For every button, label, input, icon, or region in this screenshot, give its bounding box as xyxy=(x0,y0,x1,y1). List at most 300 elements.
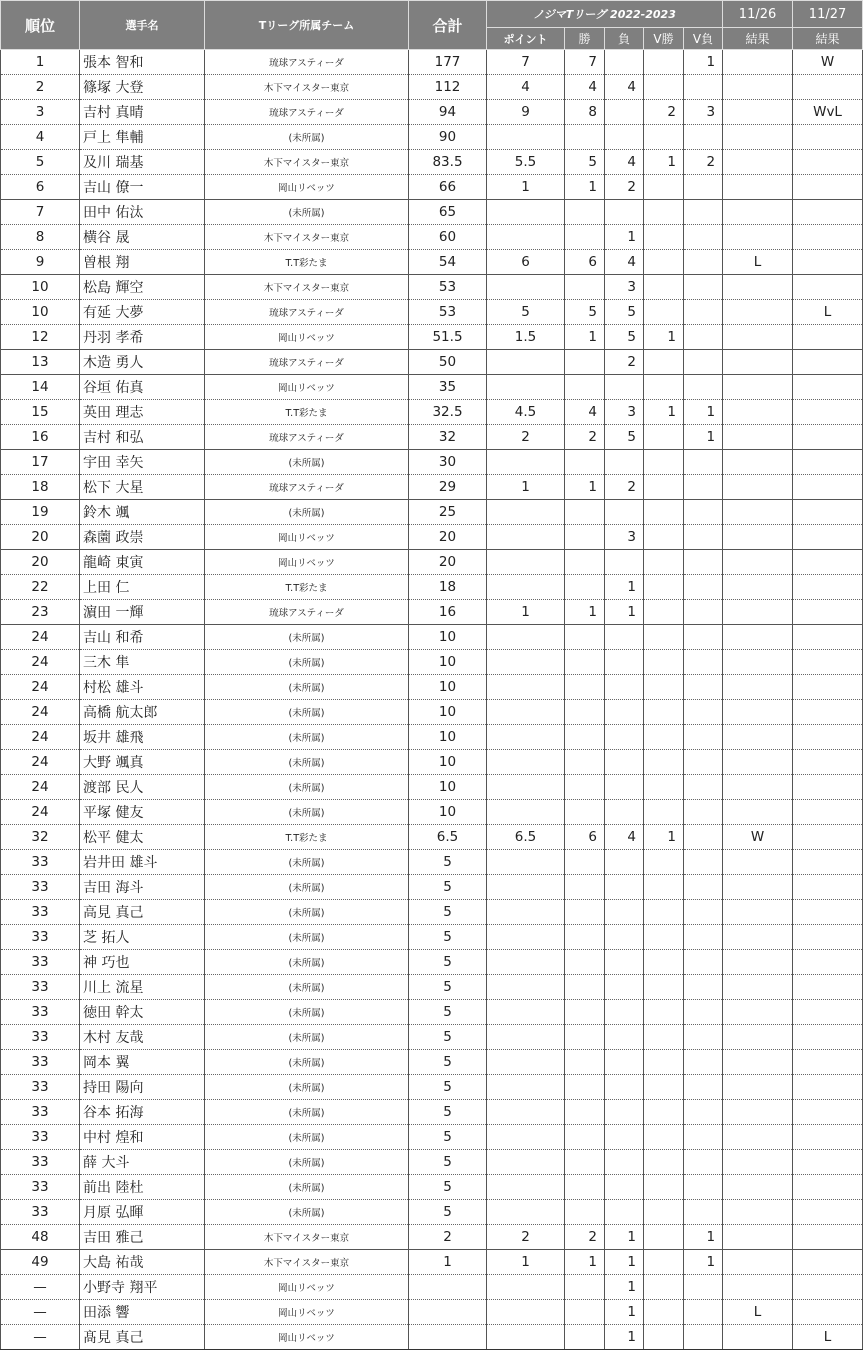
wins-cell xyxy=(565,375,605,400)
rank-cell: 24 xyxy=(1,700,80,725)
team-cell: (未所属) xyxy=(205,200,409,225)
player-name-cell: 上田 仁 xyxy=(80,575,205,600)
wins-cell xyxy=(565,750,605,775)
total-cell: 94 xyxy=(409,100,487,125)
rank-cell: 2 xyxy=(1,75,80,100)
table-row xyxy=(1,575,863,600)
header-wins: 勝 xyxy=(565,28,605,50)
wins-cell xyxy=(565,350,605,375)
points-cell: 1 xyxy=(487,175,565,200)
points-cell xyxy=(487,700,565,725)
player-name-cell: 田添 響 xyxy=(80,1300,205,1325)
rank-cell: 33 xyxy=(1,975,80,1000)
result-1127-cell xyxy=(793,775,863,800)
v-wins-cell: 1 xyxy=(644,825,684,850)
points-cell xyxy=(487,1075,565,1100)
wins-cell xyxy=(565,525,605,550)
rank-cell: 33 xyxy=(1,850,80,875)
points-cell xyxy=(487,275,565,300)
losses-cell: 2 xyxy=(605,475,644,500)
team-cell: 木下マイスター東京 xyxy=(205,1250,409,1275)
rank-cell: 33 xyxy=(1,1075,80,1100)
result-1127-cell xyxy=(793,625,863,650)
total-cell: 16 xyxy=(409,600,487,625)
result-1127-cell xyxy=(793,150,863,175)
result-1127-cell xyxy=(793,500,863,525)
v-losses-cell xyxy=(684,1025,723,1050)
wins-cell: 5 xyxy=(565,300,605,325)
table-row xyxy=(1,1225,863,1250)
v-losses-cell xyxy=(684,1275,723,1300)
losses-cell: 4 xyxy=(605,825,644,850)
player-name-cell: 松島 輝空 xyxy=(80,275,205,300)
header-rank: 順位 xyxy=(1,1,80,50)
total-cell xyxy=(409,1275,487,1300)
v-wins-cell xyxy=(644,75,684,100)
result-1127-cell xyxy=(793,1050,863,1075)
total-cell xyxy=(409,1300,487,1325)
v-losses-cell xyxy=(684,700,723,725)
team-cell: 岡山リベッツ xyxy=(205,550,409,575)
result-1126-cell xyxy=(723,200,793,225)
result-1127-cell xyxy=(793,1250,863,1275)
team-cell: (未所属) xyxy=(205,800,409,825)
v-losses-cell xyxy=(684,875,723,900)
table-row xyxy=(1,50,863,75)
losses-cell xyxy=(605,800,644,825)
v-wins-cell xyxy=(644,750,684,775)
total-cell: 30 xyxy=(409,450,487,475)
wins-cell xyxy=(565,725,605,750)
losses-cell xyxy=(605,1200,644,1225)
losses-cell xyxy=(605,725,644,750)
v-losses-cell xyxy=(684,500,723,525)
player-name-cell: 大野 颯真 xyxy=(80,750,205,775)
rank-cell: 8 xyxy=(1,225,80,250)
total-cell: 53 xyxy=(409,275,487,300)
wins-cell xyxy=(565,1125,605,1150)
losses-cell xyxy=(605,850,644,875)
table-row xyxy=(1,1100,863,1125)
result-1126-cell xyxy=(723,875,793,900)
losses-cell xyxy=(605,1100,644,1125)
team-cell: (未所属) xyxy=(205,700,409,725)
rank-cell: 5 xyxy=(1,150,80,175)
v-wins-cell xyxy=(644,425,684,450)
header-date-2: 11/27 xyxy=(793,1,863,28)
header-points: ポイント xyxy=(487,28,565,50)
v-losses-cell xyxy=(684,625,723,650)
rank-cell: 19 xyxy=(1,500,80,525)
rank-cell: 1 xyxy=(1,50,80,75)
points-cell: 4 xyxy=(487,75,565,100)
wins-cell xyxy=(565,550,605,575)
wins-cell xyxy=(565,200,605,225)
result-1126-cell xyxy=(723,600,793,625)
total-cell: 32.5 xyxy=(409,400,487,425)
total-cell: 66 xyxy=(409,175,487,200)
player-name-cell: 吉田 雅己 xyxy=(80,1225,205,1250)
table-row xyxy=(1,525,863,550)
result-1127-cell xyxy=(793,200,863,225)
player-name-cell: 有延 大夢 xyxy=(80,300,205,325)
header-total: 合計 xyxy=(409,1,487,50)
v-wins-cell xyxy=(644,850,684,875)
wins-cell: 1 xyxy=(565,600,605,625)
points-cell: 1 xyxy=(487,600,565,625)
v-wins-cell xyxy=(644,800,684,825)
team-cell: (未所属) xyxy=(205,850,409,875)
total-cell: 51.5 xyxy=(409,325,487,350)
v-losses-cell xyxy=(684,300,723,325)
result-1126-cell xyxy=(723,150,793,175)
rank-cell: 3 xyxy=(1,100,80,125)
losses-cell: 5 xyxy=(605,425,644,450)
result-1127-cell xyxy=(793,1100,863,1125)
result-1126-cell xyxy=(723,975,793,1000)
player-name-cell: 村松 雄斗 xyxy=(80,675,205,700)
header-losses: 負 xyxy=(605,28,644,50)
losses-cell xyxy=(605,975,644,1000)
points-cell xyxy=(487,900,565,925)
table-row xyxy=(1,500,863,525)
result-1127-cell xyxy=(793,375,863,400)
v-losses-cell xyxy=(684,1075,723,1100)
rank-cell: 33 xyxy=(1,1200,80,1225)
total-cell: 83.5 xyxy=(409,150,487,175)
team-cell: T.T彩たま xyxy=(205,250,409,275)
total-cell: 5 xyxy=(409,975,487,1000)
result-1126-cell xyxy=(723,1175,793,1200)
points-cell xyxy=(487,750,565,775)
total-cell: 5 xyxy=(409,1000,487,1025)
total-cell: 10 xyxy=(409,725,487,750)
v-losses-cell xyxy=(684,200,723,225)
team-cell: 岡山リベッツ xyxy=(205,1275,409,1300)
player-name-cell: 松平 健太 xyxy=(80,825,205,850)
result-1126-cell xyxy=(723,400,793,425)
table-row xyxy=(1,150,863,175)
team-cell: 木下マイスター東京 xyxy=(205,150,409,175)
result-1126-cell xyxy=(723,650,793,675)
player-name-cell: 前出 陸杜 xyxy=(80,1175,205,1200)
table-row xyxy=(1,600,863,625)
points-cell: 1 xyxy=(487,475,565,500)
rank-cell: — xyxy=(1,1275,80,1300)
player-name-cell: 谷本 拓海 xyxy=(80,1100,205,1125)
losses-cell: 2 xyxy=(605,350,644,375)
rank-cell: 23 xyxy=(1,600,80,625)
table-row xyxy=(1,1150,863,1175)
wins-cell xyxy=(565,125,605,150)
player-name-cell: 木村 友哉 xyxy=(80,1025,205,1050)
v-wins-cell xyxy=(644,1075,684,1100)
total-cell: 5 xyxy=(409,1050,487,1075)
table-row xyxy=(1,1075,863,1100)
result-1126-cell xyxy=(723,450,793,475)
v-losses-cell xyxy=(684,550,723,575)
v-wins-cell xyxy=(644,1150,684,1175)
result-1126-cell xyxy=(723,225,793,250)
points-cell xyxy=(487,550,565,575)
wins-cell: 4 xyxy=(565,400,605,425)
result-1126-cell xyxy=(723,1075,793,1100)
v-wins-cell xyxy=(644,250,684,275)
losses-cell xyxy=(605,700,644,725)
result-1127-cell: L xyxy=(793,1325,863,1350)
result-1126-cell xyxy=(723,1250,793,1275)
wins-cell: 1 xyxy=(565,175,605,200)
table-row xyxy=(1,975,863,1000)
result-1127-cell xyxy=(793,750,863,775)
v-losses-cell xyxy=(684,1050,723,1075)
total-cell: 5 xyxy=(409,950,487,975)
team-cell: (未所属) xyxy=(205,875,409,900)
player-name-cell: 髙見 真己 xyxy=(80,1325,205,1350)
points-cell xyxy=(487,575,565,600)
points-cell xyxy=(487,225,565,250)
v-wins-cell xyxy=(644,275,684,300)
player-name-cell: 吉田 海斗 xyxy=(80,875,205,900)
points-cell: 2 xyxy=(487,1225,565,1250)
v-losses-cell xyxy=(684,1150,723,1175)
v-losses-cell xyxy=(684,225,723,250)
result-1127-cell xyxy=(793,575,863,600)
wins-cell xyxy=(565,1050,605,1075)
v-losses-cell: 1 xyxy=(684,400,723,425)
v-wins-cell xyxy=(644,225,684,250)
result-1126-cell xyxy=(723,275,793,300)
v-wins-cell xyxy=(644,475,684,500)
player-name-cell: 吉山 僚一 xyxy=(80,175,205,200)
total-cell: 112 xyxy=(409,75,487,100)
team-cell: (未所属) xyxy=(205,500,409,525)
v-wins-cell xyxy=(644,125,684,150)
table-row xyxy=(1,1200,863,1225)
team-cell: (未所属) xyxy=(205,1175,409,1200)
header-team: Tリーグ所属チーム xyxy=(205,1,409,50)
player-name-cell: 宇田 幸矢 xyxy=(80,450,205,475)
total-cell: 5 xyxy=(409,1175,487,1200)
result-1127-cell xyxy=(793,550,863,575)
table-row xyxy=(1,475,863,500)
result-1126-cell xyxy=(723,925,793,950)
v-losses-cell xyxy=(684,250,723,275)
v-wins-cell xyxy=(644,675,684,700)
result-1126-cell xyxy=(723,1200,793,1225)
team-cell: (未所属) xyxy=(205,725,409,750)
player-name-cell: 高橋 航太郎 xyxy=(80,700,205,725)
result-1127-cell xyxy=(793,650,863,675)
total-cell: 10 xyxy=(409,675,487,700)
points-cell xyxy=(487,450,565,475)
wins-cell xyxy=(565,925,605,950)
team-cell: T.T彩たま xyxy=(205,400,409,425)
header-v-losses: V負 xyxy=(684,28,723,50)
v-wins-cell xyxy=(644,925,684,950)
team-cell: (未所属) xyxy=(205,1200,409,1225)
table-row xyxy=(1,900,863,925)
result-1126-cell xyxy=(723,1025,793,1050)
result-1126-cell xyxy=(723,625,793,650)
team-cell: 琉球アスティーダ xyxy=(205,100,409,125)
total-cell: 18 xyxy=(409,575,487,600)
team-cell: (未所属) xyxy=(205,975,409,1000)
result-1126-cell xyxy=(723,675,793,700)
result-1126-cell xyxy=(723,350,793,375)
wins-cell: 2 xyxy=(565,425,605,450)
rank-cell: 33 xyxy=(1,925,80,950)
result-1127-cell xyxy=(793,250,863,275)
table-row xyxy=(1,1325,863,1350)
total-cell: 5 xyxy=(409,1075,487,1100)
losses-cell xyxy=(605,775,644,800)
total-cell: 53 xyxy=(409,300,487,325)
wins-cell xyxy=(565,575,605,600)
points-cell xyxy=(487,1025,565,1050)
team-cell: (未所属) xyxy=(205,1100,409,1125)
result-1126-cell xyxy=(723,1275,793,1300)
points-cell xyxy=(487,1175,565,1200)
v-losses-cell xyxy=(684,1200,723,1225)
points-cell xyxy=(487,1200,565,1225)
v-wins-cell xyxy=(644,1300,684,1325)
wins-cell xyxy=(565,225,605,250)
v-wins-cell xyxy=(644,50,684,75)
rank-cell: 33 xyxy=(1,1125,80,1150)
table-row xyxy=(1,850,863,875)
result-1127-cell xyxy=(793,1225,863,1250)
table-row xyxy=(1,650,863,675)
result-1127-cell xyxy=(793,875,863,900)
losses-cell: 3 xyxy=(605,275,644,300)
total-cell: 10 xyxy=(409,800,487,825)
v-wins-cell xyxy=(644,950,684,975)
player-name-cell: 坂井 雄飛 xyxy=(80,725,205,750)
points-cell xyxy=(487,1100,565,1125)
result-1127-cell: L xyxy=(793,300,863,325)
result-1126-cell xyxy=(723,125,793,150)
total-cell: 177 xyxy=(409,50,487,75)
player-name-cell: 曽根 翔 xyxy=(80,250,205,275)
v-wins-cell xyxy=(644,1025,684,1050)
v-wins-cell xyxy=(644,1000,684,1025)
player-name-cell: 森薗 政崇 xyxy=(80,525,205,550)
rank-cell: 24 xyxy=(1,625,80,650)
v-wins-cell xyxy=(644,650,684,675)
player-name-cell: 丹羽 孝希 xyxy=(80,325,205,350)
result-1127-cell xyxy=(793,425,863,450)
rank-cell: 20 xyxy=(1,525,80,550)
team-cell: 琉球アスティーダ xyxy=(205,600,409,625)
rank-cell: 24 xyxy=(1,725,80,750)
result-1127-cell xyxy=(793,1175,863,1200)
team-cell: (未所属) xyxy=(205,950,409,975)
v-wins-cell xyxy=(644,1050,684,1075)
table-row xyxy=(1,825,863,850)
result-1126-cell xyxy=(723,1100,793,1125)
table-row xyxy=(1,550,863,575)
result-1126-cell xyxy=(723,1225,793,1250)
points-cell: 9 xyxy=(487,100,565,125)
result-1127-cell xyxy=(793,675,863,700)
result-1126-cell xyxy=(723,700,793,725)
losses-cell: 2 xyxy=(605,175,644,200)
result-1127-cell xyxy=(793,275,863,300)
header-league-group: ノジマTリーグ 2022-2023 xyxy=(487,1,723,28)
v-losses-cell: 2 xyxy=(684,150,723,175)
v-losses-cell xyxy=(684,1000,723,1025)
player-name-cell: 大島 祐哉 xyxy=(80,1250,205,1275)
losses-cell xyxy=(605,550,644,575)
team-cell: 岡山リベッツ xyxy=(205,1325,409,1350)
result-1126-cell xyxy=(723,325,793,350)
table-row xyxy=(1,100,863,125)
losses-cell xyxy=(605,100,644,125)
team-cell: 岡山リベッツ xyxy=(205,1300,409,1325)
result-1127-cell xyxy=(793,325,863,350)
team-cell: (未所属) xyxy=(205,775,409,800)
player-name-cell: 川上 流星 xyxy=(80,975,205,1000)
player-name-cell: 英田 理志 xyxy=(80,400,205,425)
result-1127-cell xyxy=(793,225,863,250)
rank-cell: 22 xyxy=(1,575,80,600)
points-cell: 4.5 xyxy=(487,400,565,425)
team-cell: (未所属) xyxy=(205,450,409,475)
points-cell xyxy=(487,500,565,525)
losses-cell xyxy=(605,925,644,950)
losses-cell: 5 xyxy=(605,325,644,350)
wins-cell xyxy=(565,800,605,825)
player-name-cell: 吉村 真晴 xyxy=(80,100,205,125)
v-losses-cell xyxy=(684,1175,723,1200)
result-1126-cell xyxy=(723,175,793,200)
points-cell: 1.5 xyxy=(487,325,565,350)
player-name-cell: 薛 大斗 xyxy=(80,1150,205,1175)
wins-cell: 6 xyxy=(565,250,605,275)
v-wins-cell xyxy=(644,525,684,550)
result-1126-cell xyxy=(723,1325,793,1350)
points-cell xyxy=(487,625,565,650)
player-name-cell: 持田 陽向 xyxy=(80,1075,205,1100)
total-cell: 6.5 xyxy=(409,825,487,850)
table-row xyxy=(1,750,863,775)
points-cell xyxy=(487,1050,565,1075)
wins-cell: 1 xyxy=(565,475,605,500)
player-name-cell: 岩井田 雄斗 xyxy=(80,850,205,875)
wins-cell: 4 xyxy=(565,75,605,100)
points-cell: 6.5 xyxy=(487,825,565,850)
v-wins-cell xyxy=(644,875,684,900)
losses-cell xyxy=(605,1000,644,1025)
header-name: 選手名 xyxy=(80,1,205,50)
rank-cell: 24 xyxy=(1,775,80,800)
rank-cell: 17 xyxy=(1,450,80,475)
result-1126-cell xyxy=(723,500,793,525)
losses-cell xyxy=(605,750,644,775)
rank-cell: 18 xyxy=(1,475,80,500)
team-cell: (未所属) xyxy=(205,925,409,950)
wins-cell xyxy=(565,1200,605,1225)
losses-cell xyxy=(605,875,644,900)
losses-cell: 1 xyxy=(605,1225,644,1250)
v-losses-cell xyxy=(684,350,723,375)
player-name-cell: 戸上 隼輔 xyxy=(80,125,205,150)
result-1126-cell xyxy=(723,525,793,550)
losses-cell xyxy=(605,950,644,975)
team-cell: (未所属) xyxy=(205,1150,409,1175)
v-losses-cell: 1 xyxy=(684,1225,723,1250)
